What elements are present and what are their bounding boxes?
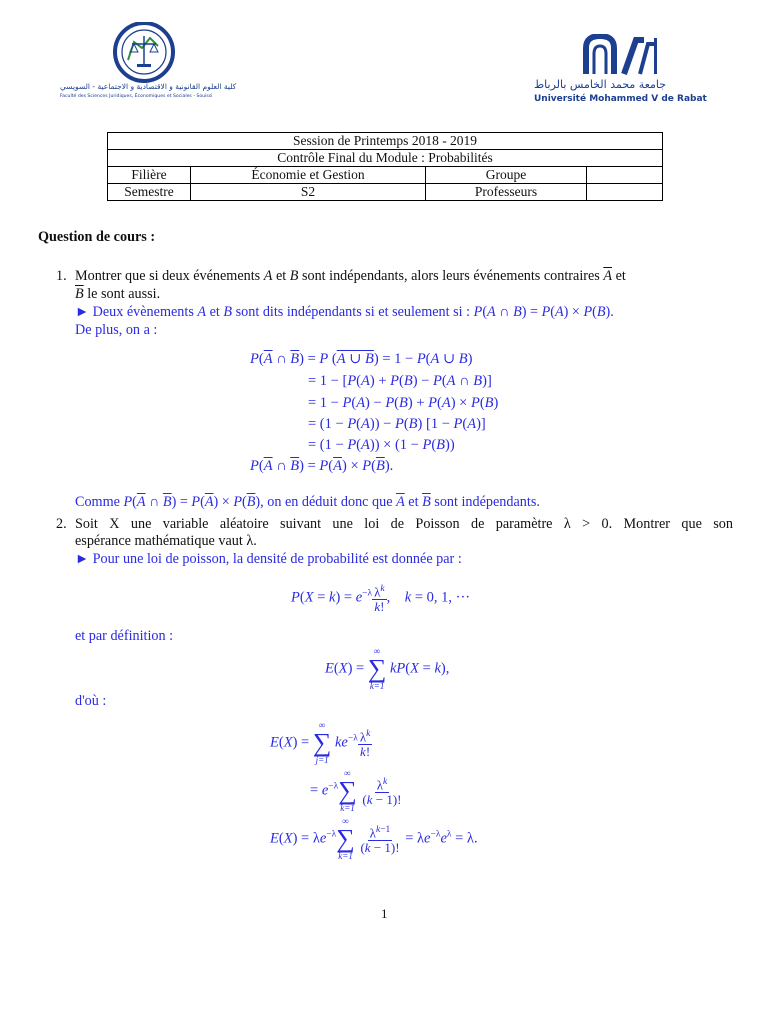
derivation-line-4: = (1 − P(A)) − P(B) [1 − P(A)] [308, 416, 486, 432]
expectation-step-3: $E(X) = \lambda e^{-\lambda}$ ∞ ∑ k=1 $\frac{\lambda^{k-1}}{(k - 1)!}$ = $\lambda e^{-\lambda}e^\lambda = \lambda$. [270, 816, 478, 861]
faculty-arabic-name: كلية العلوم القانونية و الاقتصادية و الاجتماعية - السويسي [60, 82, 237, 91]
q2-statement-line2: espérance mathématique vaut λ. [75, 533, 257, 549]
university-arabic-name: جامعة محمد الخامس بالرباط [534, 78, 667, 91]
groupe-value [587, 167, 663, 184]
university-logo [528, 34, 710, 106]
q1-statement-line2: $\overline{B}$ le sont aussi. [75, 286, 161, 302]
derivation-line-1: $P(\overline{A}$ ∩ $\overline{B}) = P$ (A ∪ B) = 1 − P(A ∪ B) [250, 351, 473, 367]
exam-header-table [107, 132, 663, 201]
faculty-caption: Faculté des Sciences Juridiques, Économiques et Sociales - Souissi [60, 94, 213, 99]
semestre-value: S2 [191, 184, 426, 201]
expectation-step-2: = $e^{-\lambda}$ ∞ ∑ k=1 $\frac{\lambda^k}{(k - 1)!}$ [310, 768, 402, 813]
university-name: Université Mohammed V de Rabat [534, 94, 707, 104]
q1-number: 1. [56, 268, 67, 284]
derivation-line-6: $P(\overline{A}$ ∩ $\overline{B}) = P(\overline{A}) \times P(\overline{B})$. [250, 458, 394, 474]
q2-by-definition: et par définition : [75, 628, 174, 644]
poisson-pmf: $P(X = k) = e^{-\lambda}$ $\frac{\lambda^k}{k!}$ , k = 0, 1, ··· [291, 584, 471, 615]
derivation-line-2: = 1 − [P(A) + P(B) − P(A ∩ B)] [308, 373, 492, 389]
faculty-seal-icon [58, 22, 228, 84]
university-emblem-icon [528, 34, 710, 78]
semestre-label: Semestre [108, 184, 191, 201]
groupe-label: Groupe [426, 167, 587, 184]
session-cell: Session de Printemps 2018 - 2019 [108, 133, 663, 150]
faculty-logo [58, 22, 237, 106]
filiere-value: Économie et Gestion [191, 167, 426, 184]
q2-number: 2. [56, 516, 67, 532]
q1-answer-intro: ► Deux évènements A et B sont dits indépendants si et seulement si : P(A ∩ B) = P(A) × P(B). [75, 304, 614, 320]
professeurs-value [587, 184, 663, 201]
q2-statement-line1: Soit X une variable aléatoire suivant une loi de Poisson de paramètre λ > 0. Montrer que son [75, 516, 733, 532]
q2-answer-intro: ► Pour une loi de poisson, la densité de probabilité est donnée par : [75, 551, 462, 567]
filiere-label: Filière [108, 167, 191, 184]
q1-statement-line1: Montrer que si deux événements A et B sont indépendants, alors leurs événements contraires $\overline{A}$ et [75, 268, 626, 284]
derivation-line-3: = 1 − P(A) − P(B) + P(A) × P(B) [308, 395, 499, 411]
q1-conclusion: Comme $P(\overline{A}$ ∩ $\overline{B}) = P(\overline{A}) \times P(\overline{B})$, on en déduit donc que $\overline{A}$ et $\overline{B}$ sont indépendants. [75, 494, 540, 510]
module-cell: Contrôle Final du Module : Probabilités [108, 150, 663, 167]
expectation-step-1: E(X) = ∞ ∑ j=1 $ke^{-\lambda}$ $\frac{\lambda^k}{k!}$ [270, 720, 371, 765]
section-title: Question de cours : [38, 229, 156, 245]
expectation-definition: E(X) = ∞ ∑ k=1 kP(X = k), [325, 646, 450, 691]
q1-answer-line2: De plus, on a : [75, 322, 158, 338]
page-number: 1 [381, 906, 388, 921]
professeurs-label: Professeurs [426, 184, 587, 201]
derivation-line-5: = (1 − P(A)) × (1 − P(B)) [308, 437, 455, 453]
q2-hence: d'où : [75, 693, 107, 709]
